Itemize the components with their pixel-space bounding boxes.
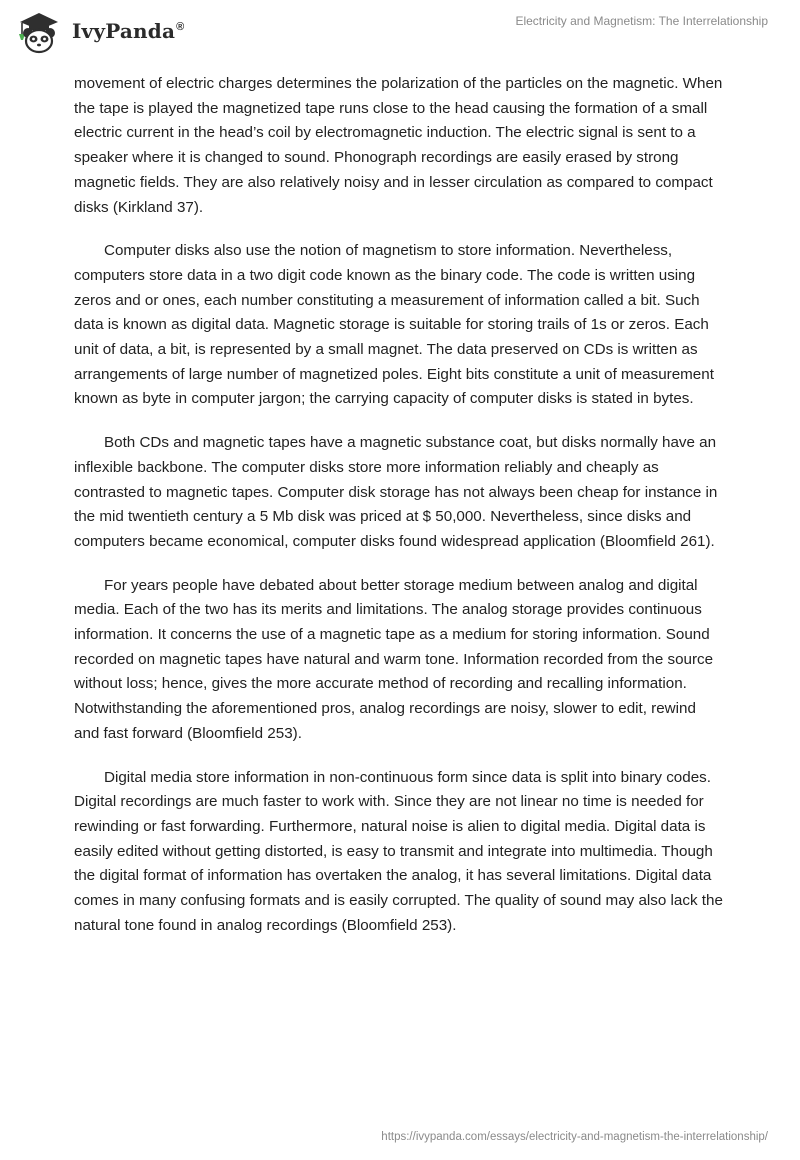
page-header [0,0,800,70]
registered-mark: ® [176,21,185,34]
document-title: Electricity and Magnetism: The Interrelationship [515,14,768,28]
paragraph-3: Both CDs and magnetic tapes have a magnetic substance coat, but disks normally have an inflexible backbone. The computer disks store more information reliably and cheaply as contrasted to magnetic tapes. Computer disk storage has not always been cheap for instance in the mid twentieth century a 5 Mb disk was priced at $ 50,000. Nevertheless, since disks and computers became economical, computer disks found widespread application (Bloomfield 261). [74,434,718,550]
source-url[interactable]: https://ivypanda.com/essays/electricity-and-magnetism-the-interrelationship/ [381,1131,768,1143]
paragraph-4: For years people have debated about better storage medium between analog and digital media. Each of the two has its merits and limitations. The analog storage provides continuous information. It concerns the use of a magnetic tape as a medium for storing information. Sound recorded on magnetic tapes have natural and warm tone. Information recorded from the source without loss; hence, gives the more accurate method of recording and recalling information. Notwithstanding the aforementioned pros, analog recordings are noisy, slower to edit, rewind and fast forward (Bloomfield 253). [74,576,714,742]
paragraph-2: Computer disks also use the notion of magnetism to store information. Nevertheless, computers store data in a two digit code known as the binary code. The code is written using zeros and or ones, each number constituting a measurement of information called a bit. Such data is known as digital data. Magnetic storage is suitable for storing trails of 1s or zeros. Each unit of data, a bit, is represented by a small magnet. The data preserved on CDs is written as arrangements of large number of magnetized poles. Eight bits constitute a unit of measurement known as byte in computer jargon; the carrying capacity of computer disks is stated in bytes. [74,242,714,408]
brand-logo[interactable] [14,8,184,54]
paragraph-5: Digital media store information in non-continuous form since data is split into binary codes. Digital recordings are much faster to work with. Since they are not linear no time is needed for rewinding or fast forwarding. Furthermore, natural noise is alien to digital media. Digital data is easily edited without getting distorted, is easy to transmit and integrate into multimedia. Though the digital format of information has overtaken the analog, it has several limitations. Digital data comes in many confusing formats and is easily corrupted. The quality of sound may also lack the natural tone found in analog recordings (Bloomfield 253). [74,768,723,934]
brand-name: IvyPanda® [72,19,185,43]
essay-body [74,72,724,958]
panda-graduation-cap-icon [14,8,64,54]
paragraph-1: movement of electric charges determines the polarization of the particles on the magnetic. When the tape is played the magnetized tape runs close to the head causing the formation of a small electric current in the head’s coil by electromagnetic induction. The electric signal is sent to a speaker where it is changed to sound. Phonograph recordings are easily erased by strong magnetic fields. They are also relatively noisy and in lesser circulation as compared to compact disks (Kirkland 37). [74,75,723,216]
